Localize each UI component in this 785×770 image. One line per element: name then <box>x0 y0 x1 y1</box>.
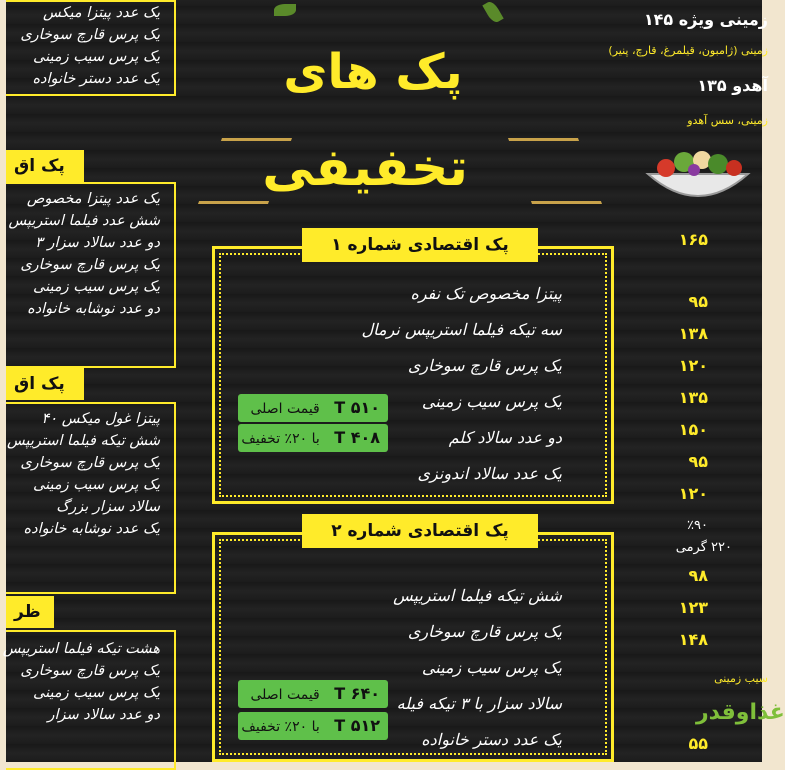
price: ۱۲۰ <box>678 484 708 503</box>
pack-2-items <box>393 578 562 758</box>
list-item: یک عدد دستر خانواده <box>32 71 160 87</box>
price-label: با ۲۰٪ تخفیف <box>241 431 320 447</box>
list-item: یک عدد پیتزا مخصوص <box>26 191 160 207</box>
list-item: شش عدد فیلما استریپس <box>8 213 160 229</box>
price-label: با ۲۰٪ تخفیف <box>241 719 320 735</box>
list-item: یک پرس قارچ سوخاری <box>407 356 562 375</box>
left-box-2-label: پک اق <box>6 150 84 182</box>
menu-board <box>2 0 785 762</box>
list-item: هشت تیکه فیلما استریپس <box>2 641 160 657</box>
list-item: یک عدد سالاد اندونزی <box>417 464 562 483</box>
list-item: دو عدد سالاد سزار <box>47 707 160 723</box>
list-item: سالاد سزار بزرگ <box>56 499 160 515</box>
price-value: ۶۴۰ T <box>334 684 380 703</box>
list-item: یک عدد دستر خانواده <box>421 730 562 749</box>
pack-2-banner: پک اقتصادی شماره ۲ <box>302 514 538 548</box>
price: ۹۸ <box>688 566 708 585</box>
pack-1-items <box>362 276 562 492</box>
left-box-4 <box>2 630 176 770</box>
list-item: زمینی ویژه ۱۴۵ <box>643 10 768 29</box>
list-item: یک عدد نوشابه خانواده <box>23 521 160 537</box>
pack-2-original-price <box>238 680 388 708</box>
list-item: یک پرس قارچ سوخاری <box>20 455 160 471</box>
price: ۵۵ <box>688 734 708 753</box>
list-item: یک عدد پیتزا میکس <box>42 5 160 21</box>
price: ۹۵ <box>688 452 708 471</box>
left-box-4-label: ظر <box>6 596 54 628</box>
leaf-icon <box>274 4 296 16</box>
price: ۱۳۵ <box>678 388 708 407</box>
list-item: دو عدد سالاد کلم <box>448 428 562 447</box>
page-title-line-2: تخفیفی <box>262 138 468 198</box>
list-item: دو عدد نوشابه خانواده <box>27 301 160 317</box>
price: ۱۶۵ <box>678 230 708 249</box>
list-item: یک پرس سیب زمینی <box>33 477 160 493</box>
list-item: سه تیکه فیلما استریپس نرمال <box>361 320 562 339</box>
price-value: ۴۰۸ T <box>334 428 380 447</box>
left-box-3-label: پک اق <box>6 368 84 400</box>
list-item: یک پرس سیب زمینی <box>421 392 562 411</box>
list-item: شش تیکه فیلما استریپس <box>393 586 562 605</box>
price-label: قیمت اصلی <box>250 401 320 417</box>
list-item: یک پرس قارچ سوخاری <box>20 257 160 273</box>
list-item: یک پرس سیب زمینی <box>33 685 160 701</box>
price: ۱۲۳ <box>678 598 708 617</box>
list-item: یک پرس سیب زمینی <box>421 658 562 677</box>
page-title-line-1: پک های <box>283 44 463 100</box>
pack-1-original-price <box>238 394 388 422</box>
leaf-icon <box>482 0 503 25</box>
brand-logo: غذاوقدر <box>696 700 785 725</box>
list-item: شش تیکه فیلما استریپس <box>6 433 160 449</box>
pack-1-discount-price <box>238 424 388 452</box>
left-box-2 <box>6 182 176 368</box>
list-item: یک پرس قارچ سوخاری <box>20 663 160 679</box>
price: ۱۵۰ <box>678 420 708 439</box>
list-item: زمینی (ژامبون، قیلمرغ، قارچ، پنیر) <box>608 44 768 57</box>
list-item: پیتزا مخصوص تک نفره <box>410 284 562 303</box>
list-item: ۲۲۰ گرمی <box>675 540 732 555</box>
price-label: قیمت اصلی <box>250 687 320 703</box>
list-item: یک پرس قارچ سوخاری <box>407 622 562 641</box>
list-item: یک پرس سیب زمینی <box>33 279 160 295</box>
price-value: ۵۱۲ T <box>334 716 380 735</box>
list-item: دو عدد سالاد سزار ۳ <box>35 235 160 251</box>
decorative-ribbon-right <box>508 138 602 204</box>
price: ۱۳۸ <box>678 324 708 343</box>
pack-2-discount-price <box>238 712 388 740</box>
salad-bowl-icon <box>646 146 750 208</box>
list-item: ٪۹۰ <box>687 518 708 533</box>
pack-1-banner: پک اقتصادی شماره ۱ <box>302 228 538 262</box>
price: ۱۴۸ <box>678 630 708 649</box>
price-value: ۵۱۰ T <box>334 398 380 417</box>
list-item: پیتزا غول میکس ۴۰ <box>41 411 160 427</box>
price: ۱۲۰ <box>678 356 708 375</box>
left-box-3 <box>6 402 176 594</box>
price: ۹۵ <box>688 292 708 311</box>
list-item: یک پرس قارچ سوخاری <box>20 27 160 43</box>
list-item: آهدو ۱۳۵ <box>697 76 768 95</box>
left-box-1 <box>6 0 176 96</box>
list-item: سالاد سزار با ۳ تیکه فیله <box>396 694 562 713</box>
list-item: سیب زمینی <box>714 672 768 685</box>
list-item: یک پرس سیب زمینی <box>33 49 160 65</box>
list-item: زمینی، سس آهدو <box>687 114 768 127</box>
left-column <box>2 0 176 762</box>
right-column <box>608 0 768 762</box>
